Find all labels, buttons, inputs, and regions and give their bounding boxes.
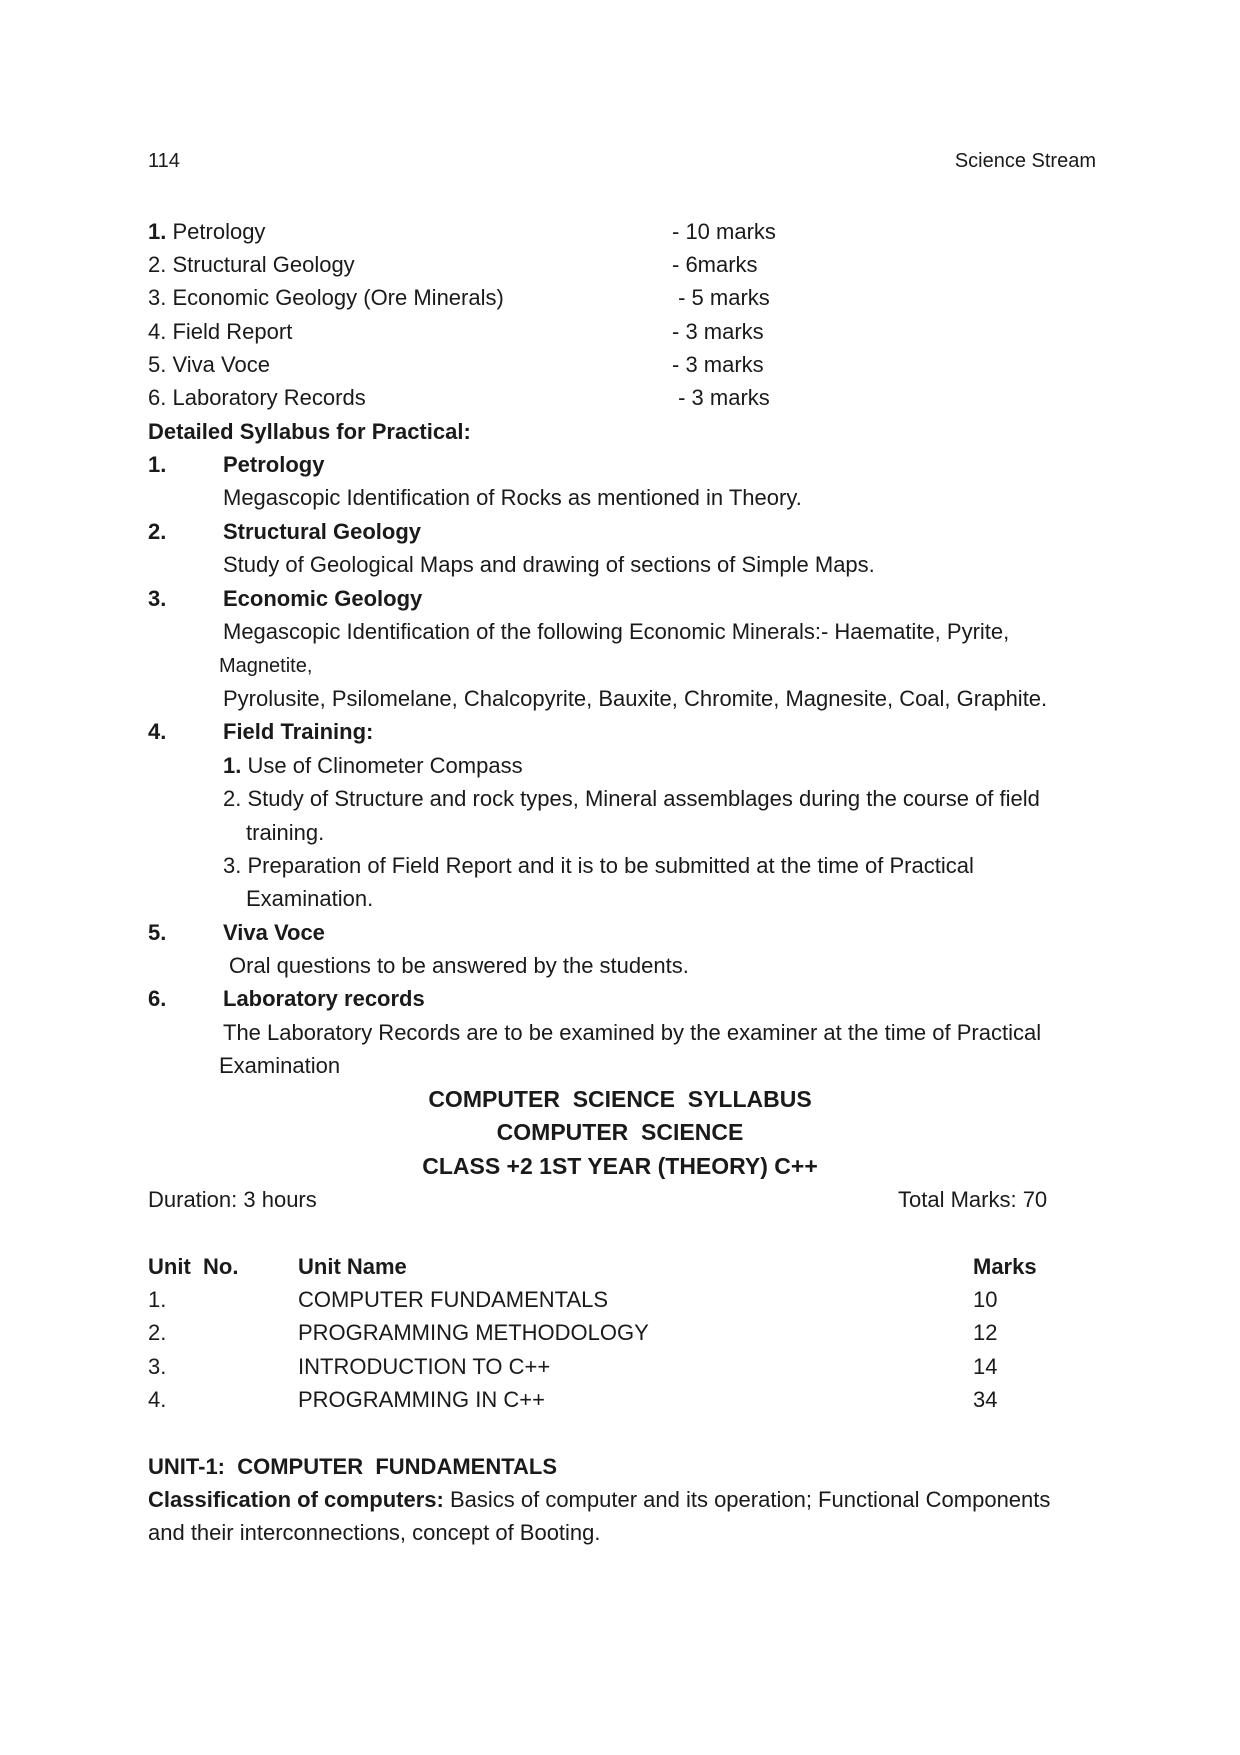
- page-number: 114: [148, 150, 180, 172]
- section-number: 6.: [148, 986, 167, 1011]
- table-cell-unit-name: COMPUTER FUNDAMENTALS: [298, 1287, 609, 1312]
- marks-item: 5. Viva Voce: [148, 352, 270, 377]
- duration: Duration: 3 hours: [148, 1187, 317, 1212]
- table-cell-marks: 14: [973, 1354, 998, 1379]
- section-title: Laboratory records: [223, 986, 425, 1011]
- section-title: Structural Geology: [223, 519, 422, 544]
- sub-item: 3. Preparation of Field Report and it is to be submitted at the time of Practical: [223, 853, 974, 878]
- sub-item-continuation: Examination.: [246, 886, 374, 911]
- section-text: Pyrolusite, Psilomelane, Chalcopyrite, Bauxite, Chromite, Magnesite, Coal, Graphite.: [223, 686, 1048, 711]
- section-number: 1.: [148, 452, 167, 477]
- sub-item: 1. Use of Clinometer Compass: [223, 753, 523, 778]
- table-header-unit-name: Unit Name: [298, 1254, 407, 1279]
- section-text: The Laboratory Records are to be examined by the examiner at the time of Practical: [223, 1020, 1042, 1045]
- section-number: 3.: [148, 586, 167, 611]
- table-cell-unit-name: INTRODUCTION TO C++: [298, 1354, 551, 1379]
- unit-text: and their interconnections, concept of Booting.: [148, 1520, 601, 1545]
- unit-heading: UNIT-1: COMPUTER FUNDAMENTALS: [148, 1454, 558, 1479]
- section-number: 5.: [148, 920, 167, 945]
- marks-value: - 5 marks: [672, 285, 770, 310]
- section-title: Petrology: [223, 452, 325, 477]
- section-text: Magnetite,: [219, 655, 313, 677]
- section-title: Field Training:: [223, 719, 374, 744]
- table-cell-marks: 34: [973, 1387, 998, 1412]
- running-header: Science Stream: [954, 150, 1096, 172]
- unit-text: Classification of computers: Basics of computer and its operation; Functional Components: [148, 1487, 1051, 1512]
- sub-item-continuation: training.: [246, 820, 325, 845]
- table-cell-marks: 10: [973, 1287, 998, 1312]
- table-header-marks: Marks: [973, 1254, 1037, 1279]
- table-cell-unit-no: 3.: [148, 1354, 167, 1379]
- section-number: 2.: [148, 519, 167, 544]
- sub-item: 2. Study of Structure and rock types, Mineral assemblages during the course of field: [223, 786, 1040, 811]
- marks-item: 4. Field Report: [148, 319, 293, 344]
- section-text: Oral questions to be answered by the students.: [229, 953, 689, 978]
- marks-item: 6. Laboratory Records: [148, 385, 366, 410]
- marks-value: - 3 marks: [672, 385, 770, 410]
- total-marks: Total Marks: 70: [898, 1187, 1048, 1212]
- section-text: Megascopic Identification of Rocks as mentioned in Theory.: [223, 485, 802, 510]
- marks-item: 1. Petrology: [148, 219, 266, 244]
- cs-title: COMPUTER SCIENCE SYLLABUS: [428, 1086, 812, 1112]
- section-text: Examination: [219, 1053, 341, 1078]
- practical-heading: Detailed Syllabus for Practical:: [148, 419, 471, 444]
- cs-subtitle: COMPUTER SCIENCE: [496, 1119, 744, 1145]
- table-cell-unit-no: 4.: [148, 1387, 167, 1412]
- table-cell-unit-no: 1.: [148, 1287, 167, 1312]
- section-text: Megascopic Identification of the following Economic Minerals:- Haematite, Pyrite,: [223, 619, 1010, 644]
- table-cell-unit-name: PROGRAMMING METHODOLOGY: [298, 1320, 649, 1345]
- marks-value: - 3 marks: [672, 319, 764, 344]
- table-cell-unit-name: PROGRAMMING IN C++: [298, 1387, 545, 1412]
- marks-item: 3. Economic Geology (Ore Minerals): [148, 285, 504, 310]
- section-title: Viva Voce: [223, 920, 325, 945]
- section-text: Study of Geological Maps and drawing of sections of Simple Maps.: [223, 552, 875, 577]
- table-header-unit-no: Unit No.: [148, 1254, 239, 1279]
- marks-value: - 6marks: [672, 252, 758, 277]
- marks-item: 2. Structural Geology: [148, 252, 355, 277]
- table-cell-unit-no: 2.: [148, 1320, 167, 1345]
- marks-value: - 3 marks: [672, 352, 764, 377]
- marks-value: - 10 marks: [672, 219, 776, 244]
- cs-class-title: CLASS +2 1ST YEAR (THEORY) C++: [422, 1153, 818, 1179]
- section-title: Economic Geology: [223, 586, 423, 611]
- table-cell-marks: 12: [973, 1320, 998, 1345]
- section-number: 4.: [148, 719, 167, 744]
